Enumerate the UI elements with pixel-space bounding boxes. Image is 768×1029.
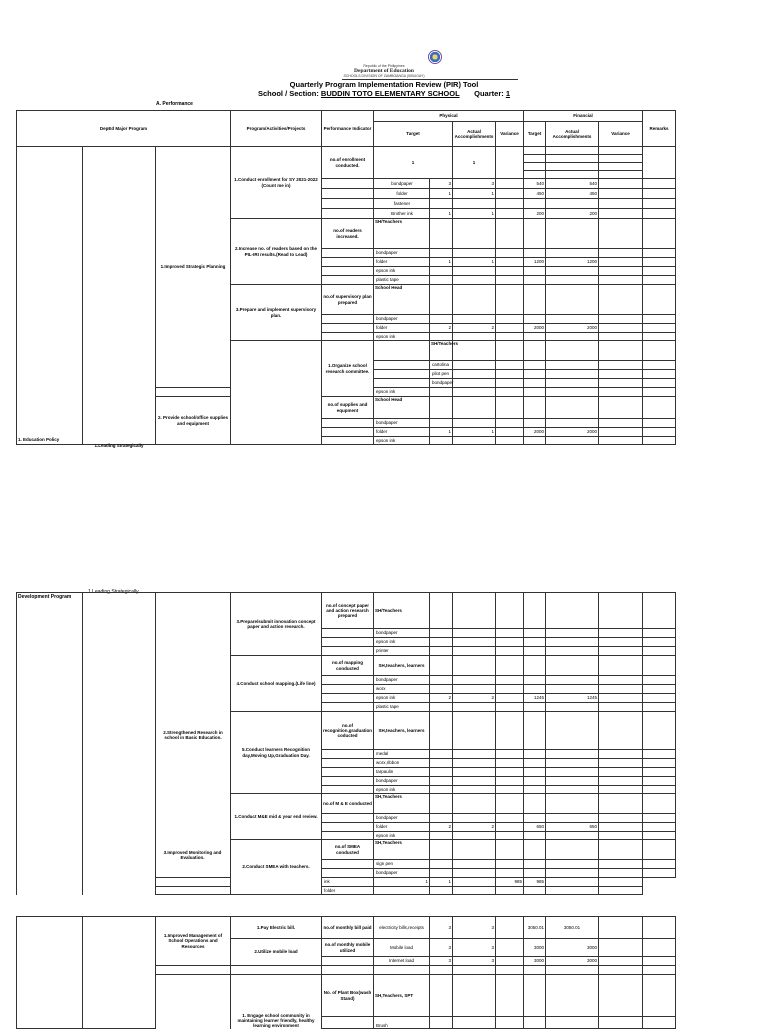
activity-supervisory: 3.Prepare and implement supervisory plan. — [231, 285, 322, 341]
indicator-smea: no.of SMEA conducted — [322, 840, 374, 860]
table-row: epson ink — [17, 786, 676, 794]
table-row: epson ink 2 2 1245 1245 — [17, 694, 676, 703]
activity-innovation: 3.Prepare/submit innovation concept paper and action research. — [231, 593, 322, 656]
document-title: Quarterly Program Implementation Review (PIR) Tool — [289, 80, 479, 89]
section-heading: A. Performance — [156, 101, 193, 107]
table-row: printer — [17, 647, 676, 656]
activity-electric: 1.Pay Electric bill. — [231, 917, 322, 939]
activity-research-committee: 1.Organize school research committee. — [322, 341, 374, 397]
target-enrollment: 1 — [374, 147, 453, 179]
table-row: epson ink — [17, 267, 676, 276]
indicator-mapping: no.of mapping conducted — [322, 656, 374, 676]
table-row: bondpaper — [17, 249, 676, 258]
table-row: plastic tape — [17, 276, 676, 285]
table-row: cartolina — [17, 361, 676, 370]
goal-strategic-planning: 1.Improved Strategic Planning — [156, 147, 231, 388]
major-program-cell-2 — [17, 917, 83, 1029]
target-supplies: School Head — [374, 397, 430, 419]
table-row: bondpaper — [17, 869, 676, 878]
table-row: bondpaper — [17, 419, 676, 428]
table-row: bondpaper 3 3 540 540 — [17, 179, 676, 189]
table-row: epson ink — [17, 437, 676, 445]
table-row: plastic tape — [17, 703, 676, 712]
activity-mobile: 2.Utilize mobile load — [231, 939, 322, 966]
quarter-value: 1 — [505, 89, 510, 98]
header-physical-variance: Variance — [496, 122, 524, 147]
major-program-cell: 1. Education Policy — [17, 147, 83, 445]
quarter-label: Quarter: — [474, 89, 504, 98]
goal-monitoring-label: 3.Improved Monitoring and Evaluation. — [163, 850, 222, 860]
table-row: medal — [17, 750, 676, 759]
header-ppa: Program/Activities/Projects — [231, 111, 322, 147]
target-research-committee: SH/Teachers — [430, 341, 453, 361]
table-row: worx,ribbon — [17, 759, 676, 768]
table-row: bondpaper — [17, 379, 676, 388]
table-row: folder — [17, 887, 676, 895]
header-financial: Financial — [524, 111, 643, 122]
indicator-electric: no.of monthly bill paid — [322, 917, 374, 939]
variance-cell — [496, 147, 524, 179]
school-label: School / Section: — [257, 89, 319, 98]
activity-mapping: 4.Conduct school mapping.(Life line) — [231, 656, 322, 712]
header-financial-variance: Variance — [599, 122, 643, 147]
header-physical: Physical — [374, 111, 524, 122]
table-row: sign pen — [17, 860, 676, 869]
republic-line: Republic of the Philippines — [363, 64, 405, 68]
table-row: bondpaper — [17, 676, 676, 685]
table-row: fastener — [17, 199, 676, 209]
indicator-recognition: no.of recognition,graduation coducted — [322, 712, 374, 750]
table-row: pilot pen — [17, 370, 676, 379]
header-financial-actual: Actual Accomplishments — [546, 122, 599, 147]
goal-management: 1.Improved Management of School Operations and Resources — [156, 917, 231, 966]
activity-mne: 1.Conduct M&E mid & year end review. — [231, 794, 322, 840]
target-mapping: SH,teachers, learners — [374, 656, 430, 676]
sub-program-cell-2 — [83, 917, 156, 1029]
indicator-research-committee — [374, 341, 430, 361]
school-name: BUDDIN TOTO ELEMENTARY SCHOOL — [320, 89, 460, 98]
activity-enrollment: 1.Conduct enrollment for SY 2021-2022 (Count me in) — [231, 147, 322, 219]
major-program-cell-cont — [17, 593, 83, 895]
table-row: bondpaper — [17, 629, 676, 638]
table-row: bondpaper — [17, 777, 676, 786]
material-electric: electricity bills,receipts — [374, 917, 430, 939]
goal-research: 2.Strengthened Research in school in Basic Education. — [156, 593, 231, 878]
target-supervisory: School Head — [374, 285, 430, 315]
indicator-enrollment: no.of enrollment conducted. — [322, 147, 374, 179]
table-row: epson ink — [17, 388, 676, 397]
school-line — [0, 89, 768, 98]
table-row: worx — [17, 685, 676, 694]
table-row: folder 1 1 1200 1200 — [17, 258, 676, 267]
activity-readers: 2.Increase no. of readers based on the PIL-IRI results.(Read to Lead) — [231, 219, 322, 285]
sub-program-continued: 1.Leading Strategically — [88, 589, 139, 595]
table-row: epson ink — [17, 333, 676, 341]
deped-seal-icon — [428, 50, 442, 64]
table-row: ink 1 1 985 985 — [17, 878, 676, 887]
table-row: folder 1 1 450 450 — [17, 189, 676, 199]
activity-smea: 2.Conduct SMEA with teachers. — [231, 840, 322, 895]
header-indicator: Performance Indicator — [322, 111, 374, 147]
activity-recognition: 5.Conduct learners Recognition day,Moving Up,Graduation Day. — [231, 712, 322, 794]
target-mne: SH,Teachers — [374, 794, 430, 814]
header-financial-target: Target — [524, 122, 546, 147]
indicator-plantbox: No. of Plant Box(wash Stand) — [322, 975, 374, 1017]
indicator-readers: no.of readers increased. — [322, 219, 374, 249]
header-physical-target: Target — [374, 122, 453, 147]
target-plantbox: SH,Teachers, SPT — [374, 975, 430, 1017]
table-row: bondpaper — [17, 814, 676, 823]
pir-table-page2 — [16, 592, 676, 895]
indicator-mne: no.of M & E conducted — [322, 794, 374, 814]
header-remarks: Remarks — [643, 111, 676, 147]
indicator-supplies: no.of supplies and equpment — [322, 397, 374, 419]
pir-table-page1 — [16, 110, 676, 448]
table-row: tarpaulin — [17, 768, 676, 777]
table-row: folder 2 2 2000 2000 — [17, 324, 676, 333]
indicator-innovation: no.of concept paper and action research prepared — [322, 593, 374, 629]
target-recognition: SH,teachers, learners — [374, 712, 430, 750]
sub-program-cell: 1.Leading Strategically — [83, 147, 156, 445]
major-program-continued: Development Program — [18, 594, 72, 600]
target-smea: SH,Teachers — [374, 840, 430, 860]
target-readers: SH/Teachers — [374, 219, 430, 249]
table-row: bondpaper — [17, 315, 676, 324]
activity-supplies: 2. Provide school/office supplies and equipment — [156, 397, 231, 445]
indicator-supervisory: no.of supervisory plan prepared — [322, 285, 374, 315]
department-name: Department of Education — [354, 68, 414, 74]
header-major-program: DepEd Major Program — [17, 111, 231, 147]
table-row: epson ink — [17, 638, 676, 647]
pir-table-operations: 1.Improved Management of School Operations and Resources 1.Pay Electric bill. no.of monthly bill paid electricity bills,receipts 3 3 3050.01 3050.01 2.Utilize mobile load no.of monthly mobile utilized Mobile load 3 3 3000 3000 Internet load 3 3 3000 3000 1. Engage school community in maintaining learner friendly, healthy learning environment No. of Plant Box(wash Stand) SH,Teachers, SPT Brush — [16, 916, 676, 1029]
actual-enrollment: 1 — [453, 147, 496, 179]
table-row: folder 2 2 650 650 — [17, 823, 676, 832]
target-innovation: SH/Teachers — [374, 593, 430, 629]
division-name: SCHOOLS DIVISION OF ZAMBOANGA (SIBUGAY) — [343, 74, 425, 78]
goal-research-cell-top — [231, 341, 322, 445]
table-row: folder 1 1 2000 2000 — [17, 428, 676, 437]
sub-program-cell-cont — [83, 593, 156, 895]
header-physical-actual: Actual Accomplishments — [453, 122, 496, 147]
activity-community: 1. Engage school community in maintaining learner friendly, healthy learning environment — [231, 975, 322, 1029]
indicator-mobile: no.of monthly mobile utilized — [322, 939, 374, 957]
table-row: epson ink — [17, 832, 676, 840]
table-row: Brother ink 1 1 200 200 — [17, 209, 676, 219]
